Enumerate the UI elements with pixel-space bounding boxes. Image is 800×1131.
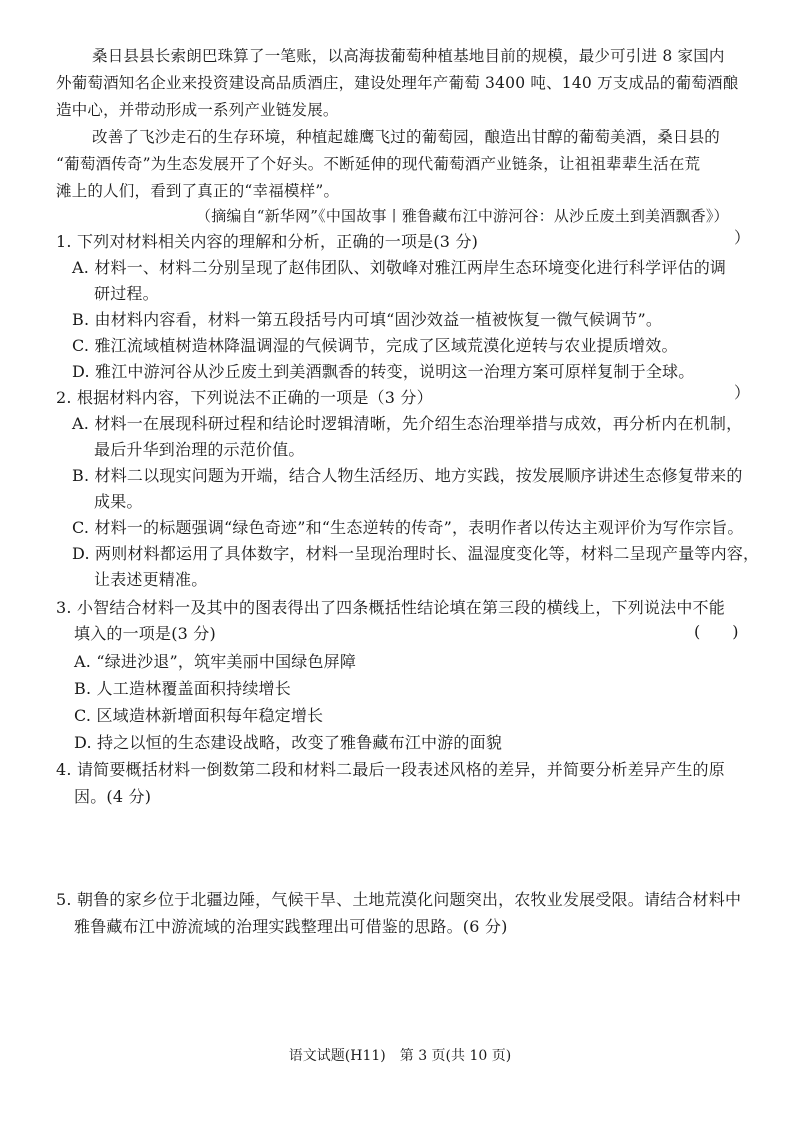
q4-stem: 4. 请简要概括材料一倒数第二段和材料二最后一段表述风格的差异，并简要分析差异产生的原 xyxy=(56,760,725,779)
q2-option-b-cont: 成果。 xyxy=(94,492,143,511)
q2-option-a: A. 材料一在展现科研过程和结论时逻辑清晰，先介绍生态治理举措与成效，再分析内在机制， xyxy=(72,414,743,433)
q3-stem-cont: 填入的一项是(3 分) xyxy=(74,624,216,643)
q1-option-d: D. 雅江中游河谷从沙丘废土到美酒飘香的转变，说明这一治理方案可原样复制于全球。 xyxy=(72,362,695,381)
q2-option-c: C. 材料一的标题强调“绿色奇迹”和“生态逆转的传奇”，表明作者以传达主观评价为写作宗旨。 xyxy=(72,518,744,537)
q2-stem: 2. 根据材料内容，下列说法不正确的一项是（3 分） xyxy=(56,388,433,407)
q4-stem-cont: 因。(4 分) xyxy=(74,787,152,806)
q2-option-d-cont: 让表述更精准。 xyxy=(94,570,208,589)
passage-p2-line2: “葡萄酒传奇”为生态发展开了个好头。不断延伸的现代葡萄酒产业链条，让祖祖辈辈生活在荒 xyxy=(56,155,701,173)
q3-option-c: C. 区域造林新增面积每年稳定增长 xyxy=(74,706,324,725)
passage-p1-line2: 外葡萄酒知名企业来投资建设高品质酒庄，建设处理年产葡萄 3400 吨、140 万支成品的葡萄酒酿 xyxy=(56,74,739,92)
source-citation: （摘编自“新华网”《中国故事丨雅鲁藏布江中游河谷：从沙丘废土到美酒飘香》） xyxy=(196,207,729,225)
q1-option-a-cont: 研过程。 xyxy=(94,284,159,303)
q3-option-a: A. “绿进沙退”，筑牢美丽中国绿色屏障 xyxy=(74,652,357,671)
q3-option-b: B. 人工造林覆盖面积持续增长 xyxy=(74,679,291,698)
q3-option-d: D. 持之以恒的生态建设战略，改变了雅鲁藏布江中游的面貌 xyxy=(74,733,503,752)
q5-stem-cont: 雅鲁藏布江中游流域的治理实践整理出可借鉴的思路。(6 分) xyxy=(74,917,508,936)
q3-stem: 3. 小智结合材料一及其中的图表得出了四条概括性结论填在第三段的横线上，下列说法中不能 xyxy=(56,598,725,617)
q2-option-d: D. 两则材料都运用了具体数字，材料一呈现治理时长、温湿度变化等，材料二呈现产量等内容， xyxy=(72,544,760,563)
q1-answer-paren: ） xyxy=(734,228,751,247)
q2-answer-paren: ） xyxy=(734,383,751,402)
passage-p1-line3: 造中心，并带动形成一系列产业链发展。 xyxy=(56,101,339,119)
q1-option-a: A. 材料一、材料二分别呈现了赵伟团队、刘敬峰对雅江两岸生态环境变化进行科学评估的调 xyxy=(72,258,727,277)
q3-answer-paren: ( ) xyxy=(694,622,739,641)
q1-stem: 1. 下列对材料相关内容的理解和分析，正确的一项是(3 分) xyxy=(56,232,479,251)
q5-stem: 5. 朝鲁的家乡位于北疆边陲，气候干旱、土地荒漠化问题突出，农牧业发展受限。请结合材料中 xyxy=(56,890,742,909)
q2-option-a-cont: 最后升华到治理的示范价值。 xyxy=(94,440,305,459)
q1-option-c: C. 雅江流域植树造林降温调湿的气候调节，完成了区域荒漠化逆转与农业提质增效。 xyxy=(72,336,678,355)
passage-p2-line3: 滩上的人们，看到了真正的“幸福模样”。 xyxy=(56,182,340,200)
q2-option-b: B. 材料二以现实问题为开端，结合人物生活经历、地方实践，按发展顺序讲述生态修复带来的 xyxy=(72,466,743,485)
page-footer: 语文试题(H11) 第 3 页(共 10 页) xyxy=(288,1048,512,1064)
q1-option-b: B. 由材料内容看，材料一第五段括号内可填“固沙效益一植被恢复一微气候调节”。 xyxy=(72,310,663,329)
passage-p2-line1: 改善了飞沙走石的生存环境，种植起雄鹰飞过的葡萄园，酿造出甘醇的葡萄美酒，桑日县的 xyxy=(92,128,721,146)
passage-p1-line1: 桑日县县长索朗巴珠算了一笔账，以高海拔葡萄种植基地目前的规模，最少可引进 8 家国内 xyxy=(92,47,725,65)
